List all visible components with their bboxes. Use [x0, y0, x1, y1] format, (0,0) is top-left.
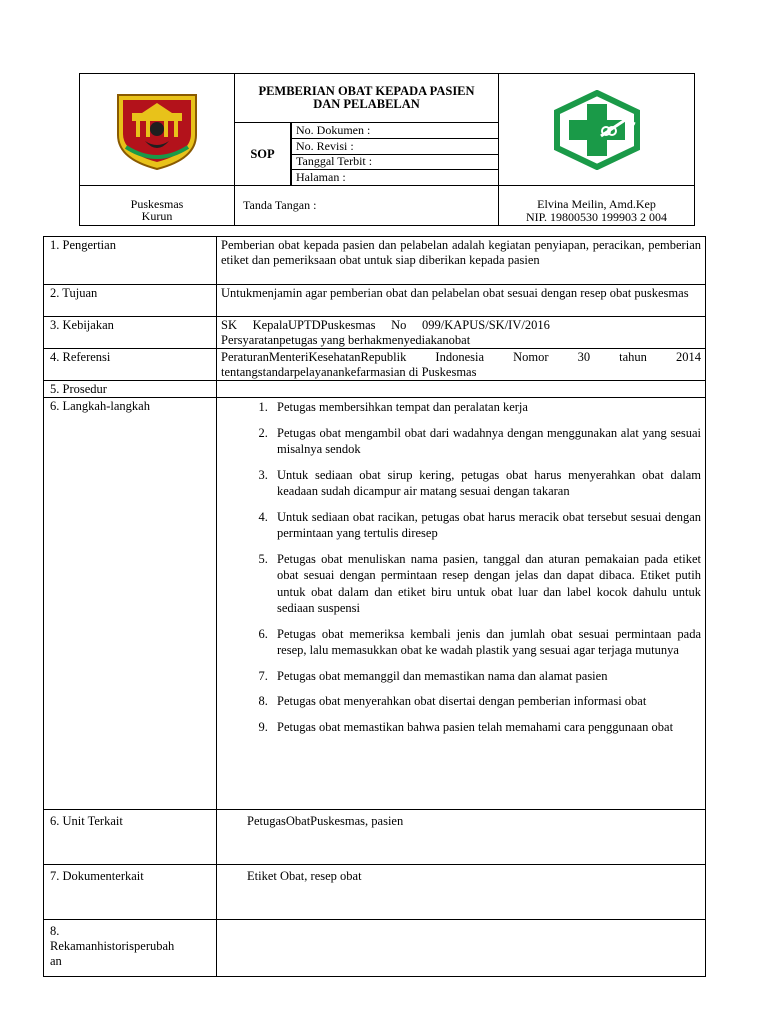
document-fields: [291, 122, 499, 186]
list-item: 4. Untuk sediaan obat racikan, petugas obat harus meracik obat tersebut sesuai dengan permintaan yang tertulis diresep: [271, 509, 701, 542]
left-logo-cell: [80, 74, 235, 186]
record-label-line-1: Rekamanhistorisperubah: [50, 939, 175, 953]
record-label-line-2: an: [50, 954, 62, 968]
row-value: Etiket Obat, resep obat: [217, 865, 706, 920]
signer-name: Elvina Meilin, Amd.Kep: [537, 197, 656, 211]
signer-nip: NIP. 19800530 199903 2 004: [525, 210, 667, 224]
regional-emblem-icon: [112, 89, 202, 171]
signer-cell: [499, 186, 695, 226]
org-name: Puskesmas: [130, 197, 184, 211]
table-row: [44, 810, 706, 865]
organization-cell: [80, 186, 235, 226]
field-tanggal-terbit: Tanggal Terbit :: [292, 154, 499, 170]
field-no-dokumen: No. Dokumen :: [292, 123, 499, 139]
sop-label: SOP: [235, 123, 291, 185]
row-label: [44, 920, 217, 977]
field-no-revisi: No. Revisi :: [292, 138, 499, 154]
row-label: 4. Referensi: [44, 349, 217, 381]
list-item: 9. Petugas obat memastikan bahwa pasien telah memahami cara penggunaan obat: [271, 719, 701, 736]
list-item: 8. Petugas obat menyerahkan obat disertai dengan pemberian informasi obat: [271, 693, 701, 710]
row-value: [217, 398, 706, 810]
row-label: 6. Langkah-langkah: [44, 398, 217, 810]
table-row: [44, 398, 706, 810]
row-value: Untukmenjamin agar pemberian obat dan pelabelan obat sesuai dengan resep obat puskesmas: [217, 285, 706, 317]
table-row: [44, 920, 706, 977]
table-row: [44, 349, 706, 381]
table-row: [44, 381, 706, 398]
list-item: 2. Petugas obat mengambil obat dari wadahnya dengan menggunakan alat yang sesuai misalnya sendok: [271, 425, 701, 458]
row-label: 1. Pengertian: [44, 237, 217, 285]
org-location: Kurun: [141, 209, 173, 223]
sop-content-table: [43, 236, 706, 977]
sop-header-table: [79, 73, 695, 226]
row-value: PeraturanMenteriKesehatanRepublik Indonesia Nomor 30 tahun 2014 tentangstandarpelayanankefarmasian di Puskesmas: [217, 349, 706, 381]
row-value: [217, 381, 706, 398]
list-item: 3. Untuk sediaan obat sirup kering, petugas obat harus menyerahkan obat dalam keadaan sudah dicampur air matang sesuai dengan takaran: [271, 467, 701, 500]
record-label-number: 8.: [50, 924, 60, 938]
puskesmas-logo-icon: [551, 90, 643, 170]
list-item: 1. Petugas membersihkan tempat dan peralatan kerja: [271, 399, 701, 416]
table-row: [44, 237, 706, 285]
procedure-steps: [221, 399, 701, 735]
row-value: Pemberian obat kepada pasien dan pelabelan adalah kegiatan penyiapan, peracikan, pemberian etiket dan pemeriksaan obat untuk siap diberikan kepada pasien: [217, 237, 706, 285]
row-label: 6. Unit Terkait: [44, 810, 217, 865]
signature-cell: [235, 186, 499, 226]
policy-line-1: SK KepalaUPTDPuskesmas No 099/KAPUS/SK/IV/2016: [221, 318, 550, 332]
table-row: [44, 317, 706, 349]
row-label: 3. Kebijakan: [44, 317, 217, 349]
policy-line-2: Persyaratanpetugas yang berhakmenyediakanobat: [221, 333, 471, 347]
field-halaman: Halaman :: [292, 170, 499, 186]
title-cell: [235, 74, 499, 186]
row-label: 2. Tujuan: [44, 285, 217, 317]
table-row: [44, 285, 706, 317]
row-value: [217, 920, 706, 977]
list-item: 6. Petugas obat memeriksa kembali jenis dan jumlah obat sesuai permintaan pada resep, lalu memasukkan obat ke wadah plastik yang sesuai agar terjaga mutunya: [271, 626, 701, 659]
list-item: 7. Petugas obat memanggil dan memastikan nama dan alamat pasien: [271, 668, 701, 685]
row-label: 7. Dokumenterkait: [44, 865, 217, 920]
table-row: [44, 865, 706, 920]
right-logo-cell: [499, 74, 695, 186]
row-value: [217, 317, 706, 349]
row-label: 5. Prosedur: [44, 381, 217, 398]
row-value: PetugasObatPuskesmas, pasien: [217, 810, 706, 865]
list-item: 5. Petugas obat menuliskan nama pasien, tanggal dan aturan pemakaian pada etiket obat sesuai dengan permintaan resep dengan jelas dan dapat dibaca. Etiket putih untuk obat dalam dan etiket biru untuk obat luar dan label kocok dahulu untuk sediaan suspensi: [271, 551, 701, 617]
page-title: PEMBERIAN OBAT KEPADA PASIEN DAN PELABELAN: [235, 74, 498, 123]
signature-label: Tanda Tangan :: [243, 198, 317, 212]
